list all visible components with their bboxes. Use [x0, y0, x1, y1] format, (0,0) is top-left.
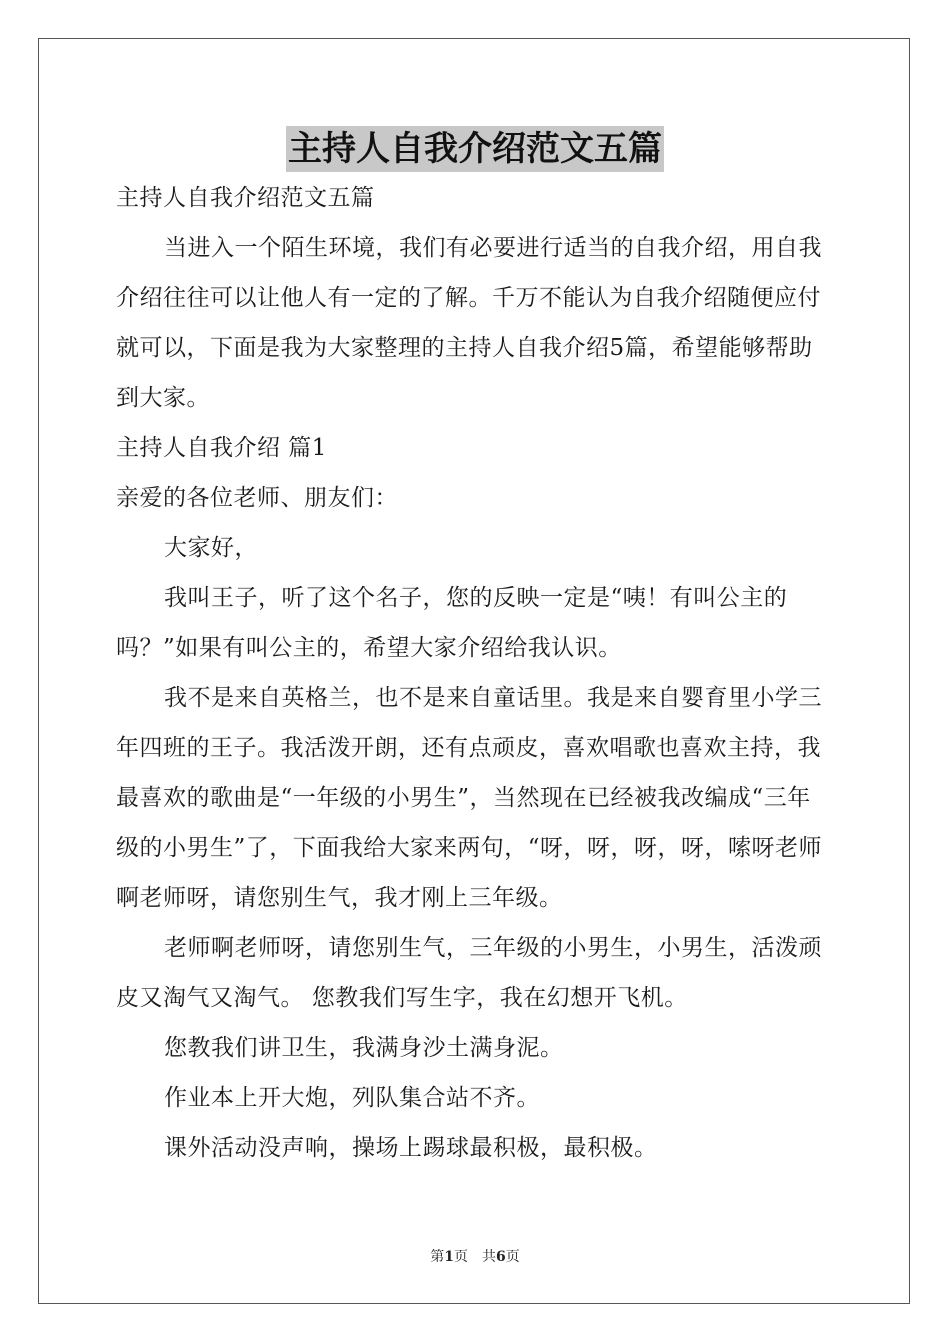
- paragraph: 当进入一个陌生环境，我们有必要进行适当的自我介绍，用自我介绍往往可以让他人有一定的了解。千万不能认为自我介绍随便应付就可以，下面是我为大家整理的主持人自我介绍5篇，希望能够帮助到大家。: [116, 235, 822, 411]
- paragraph: 您教我们讲卫生，我满身沙土满身泥。: [164, 1035, 564, 1061]
- paragraph: 我叫王子，听了这个名子，您的反映一定是“咦！有叫公主的吗？”如果有叫公主的，希望大家介绍给我认识。: [116, 585, 788, 661]
- page-prefix: 第: [430, 1249, 445, 1265]
- paragraph: 老师啊老师呀，请您别生气，三年级的小男生，小男生，活泼顽皮又淘气又淘气。 您教我们写生字，我在幻想开飞机。: [116, 935, 822, 1011]
- paragraph: 亲爱的各位老师、朋友们：: [116, 485, 398, 511]
- page-footer: [0, 1246, 950, 1266]
- page-current: 1: [444, 1249, 454, 1265]
- paragraph: 主持人自我介绍范文五篇: [116, 185, 375, 211]
- paragraph: 大家好，: [164, 535, 258, 561]
- page-total: 6: [496, 1249, 506, 1265]
- document-body: [116, 173, 834, 1173]
- total-suffix: 页: [505, 1249, 520, 1265]
- paragraph: 作业本上开大炮，列队集合站不齐。: [164, 1085, 540, 1111]
- total-prefix: 共: [482, 1249, 496, 1265]
- section-heading: 主持人自我介绍 篇1: [116, 435, 327, 461]
- page-suffix: 页: [454, 1249, 468, 1265]
- title-wrap: [0, 126, 950, 172]
- document-title: 主持人自我介绍范文五篇: [286, 126, 664, 172]
- paragraph: 我不是来自英格兰，也不是来自童话里。我是来自婴育里小学三年四班的王子。我活泼开朗，还有点顽皮，喜欢唱歌也喜欢主持，我最喜欢的歌曲是“一年级的小男生”，当然现在已经被我改编成“三年级的小男生”了，下面我给大家来两句，“呀，呀，呀，呀，嗦呀老师啊老师呀，请您别生气，我才刚上三年级。: [116, 685, 823, 911]
- paragraph: 课外活动没声响，操场上踢球最积极，最积极。: [164, 1135, 658, 1161]
